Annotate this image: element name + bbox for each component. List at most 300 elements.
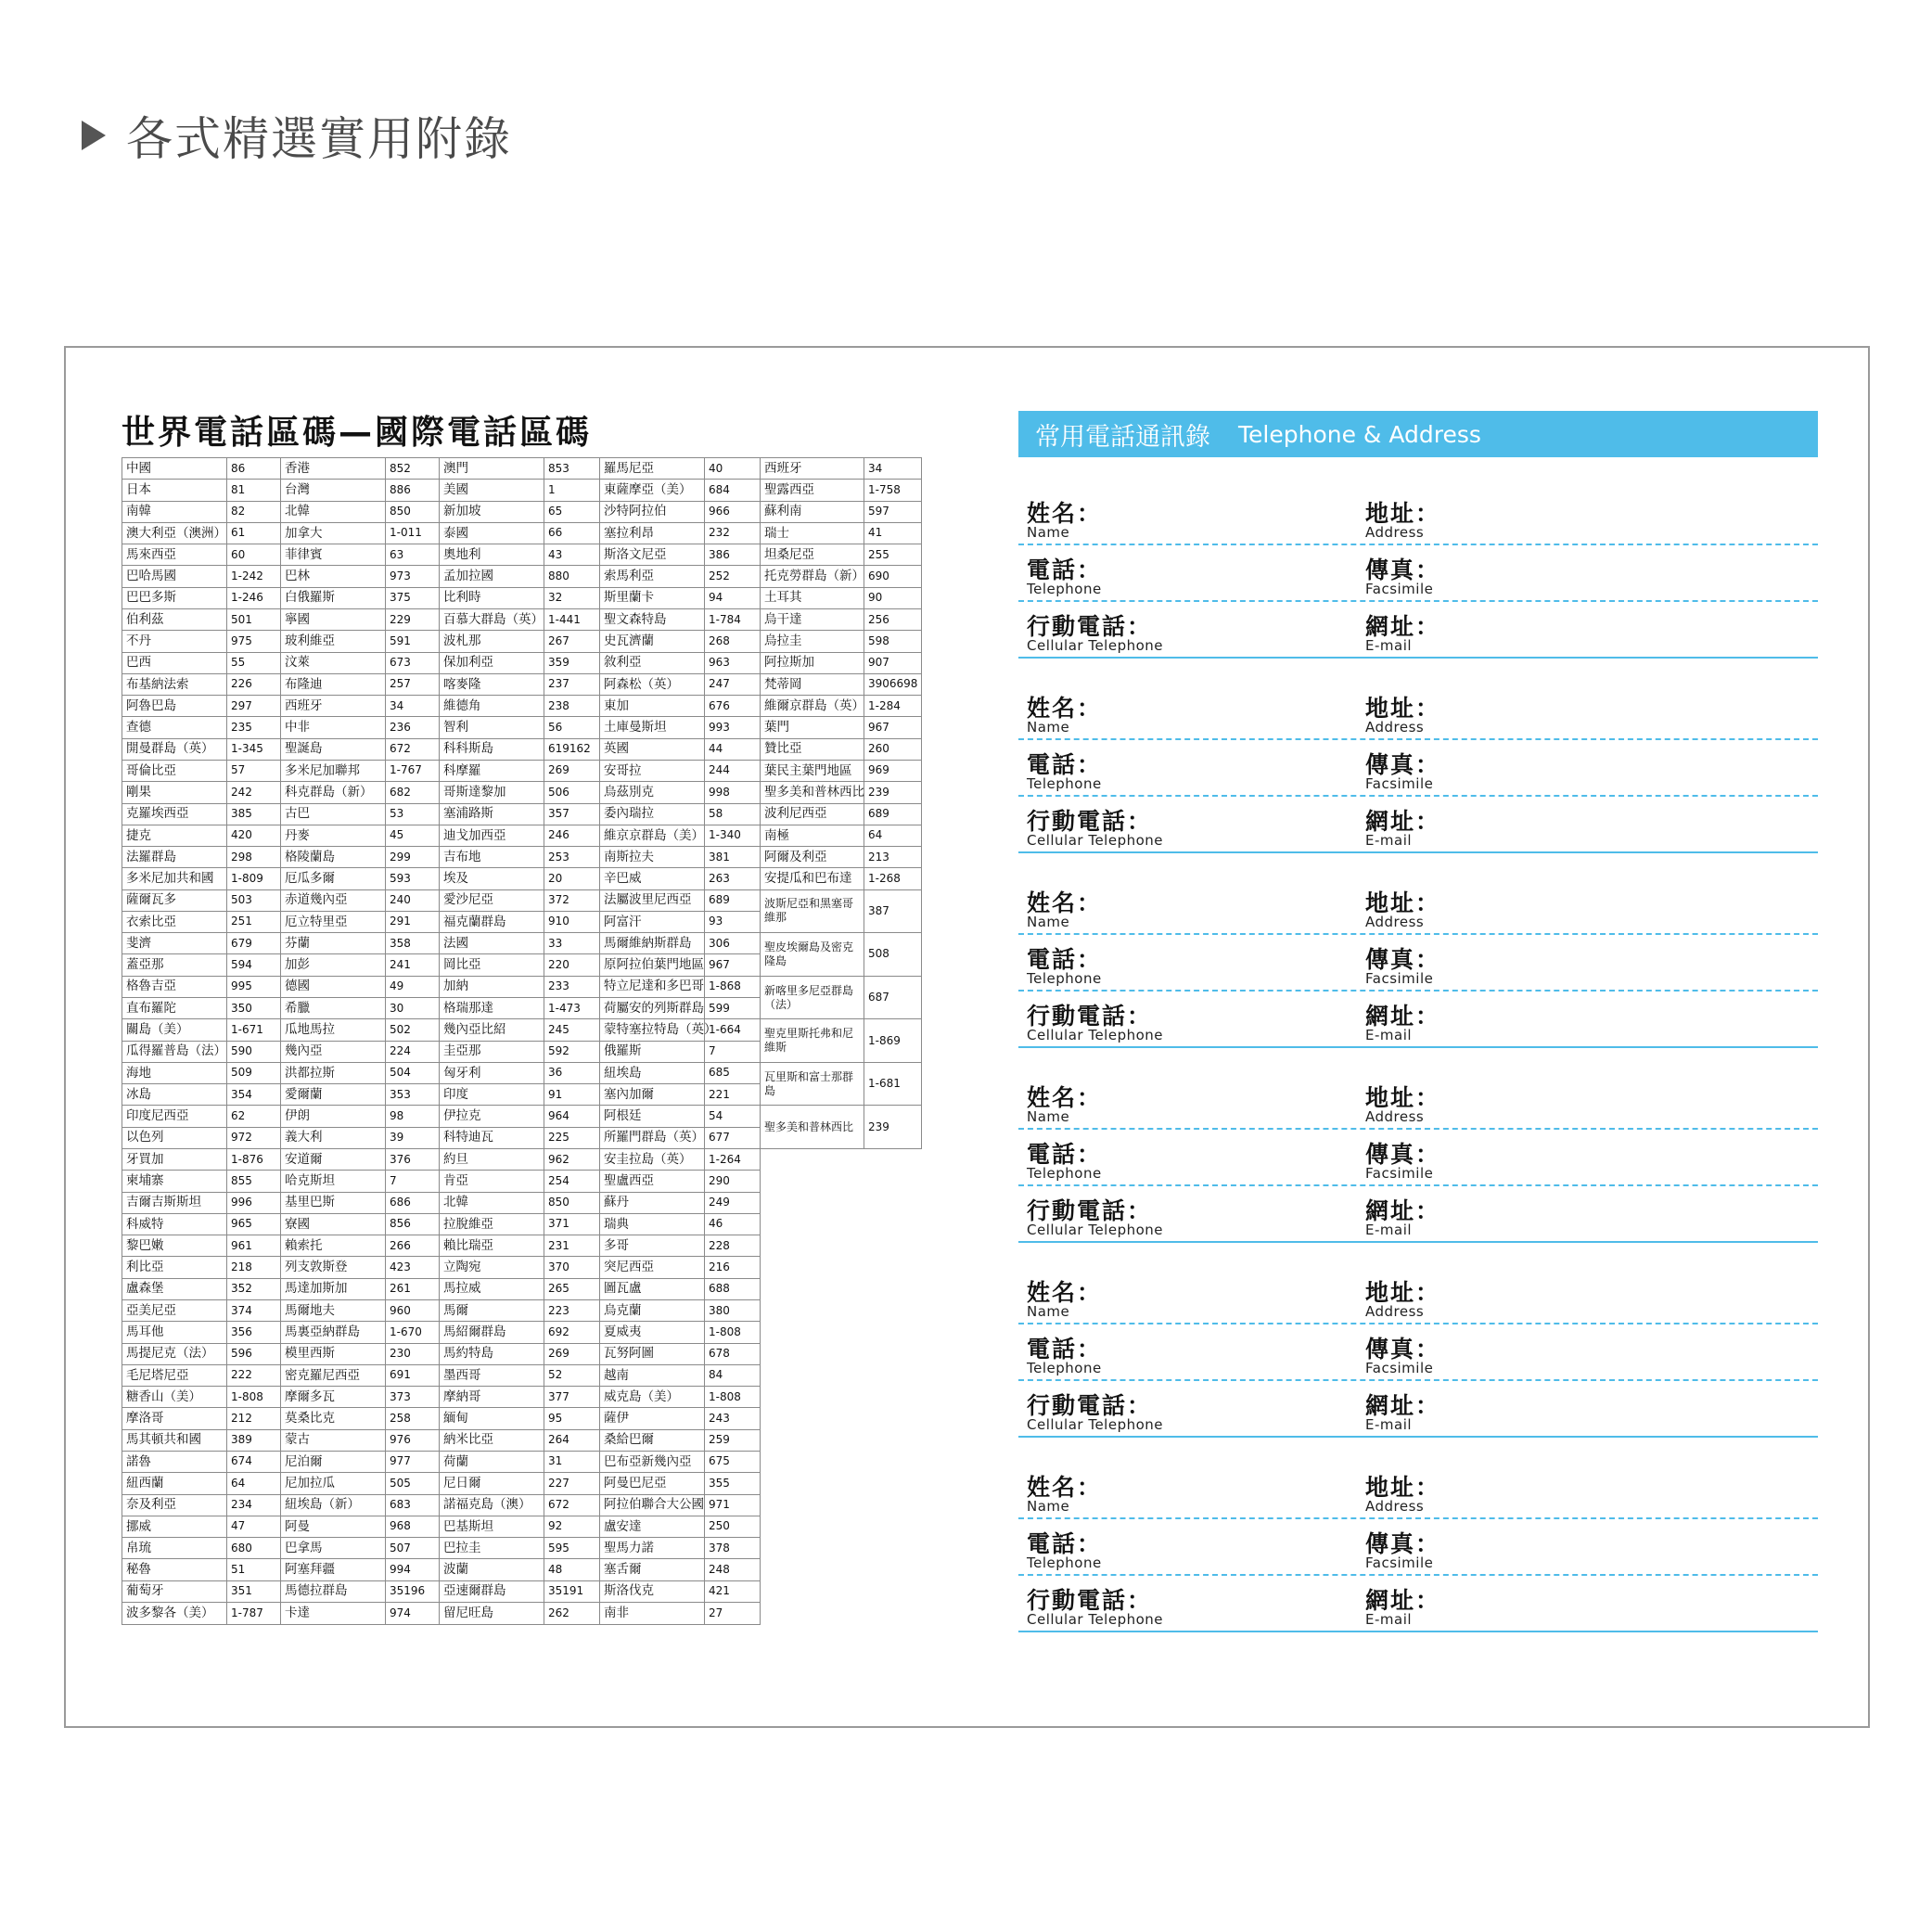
country-cell: 馬提尼克（法） xyxy=(122,1343,227,1364)
web-field[interactable] xyxy=(1357,1004,1440,1047)
address-field[interactable] xyxy=(1357,891,1440,934)
country-cell: 福克蘭群島 xyxy=(440,911,544,932)
country-cell: 迪戈加西亞 xyxy=(440,825,544,846)
dial-code-cell: 509 xyxy=(227,1062,281,1083)
country-cell: 伊朗 xyxy=(281,1106,386,1127)
dial-code-cell: 910 xyxy=(544,911,600,932)
country-cell: 厄立特里亞 xyxy=(281,911,386,932)
table-row xyxy=(122,673,922,695)
dial-code-cell: 65 xyxy=(544,501,600,522)
country-cell: 紐埃島 xyxy=(600,1062,705,1083)
country-cell: 馬約特島 xyxy=(440,1343,544,1364)
country-cell: 加納 xyxy=(440,976,544,997)
name-field[interactable] xyxy=(1018,1083,1357,1129)
dial-code-cell: 371 xyxy=(544,1213,600,1235)
dial-code-cell: 375 xyxy=(386,587,440,608)
country-cell: 黎巴嫩 xyxy=(122,1235,227,1257)
dial-code-cell: 262 xyxy=(544,1602,600,1624)
table-row xyxy=(122,825,922,846)
table-row xyxy=(122,1019,922,1041)
fax-label-zh: 傳真： xyxy=(1365,750,1441,778)
web-label-en: E-mail xyxy=(1365,831,1413,849)
phone-label-zh: 電話： xyxy=(1027,1140,1103,1168)
web-label-en: E-mail xyxy=(1365,1415,1413,1433)
country-cell: 直布羅陀 xyxy=(122,998,227,1019)
country-cell: 埃及 xyxy=(440,868,544,889)
country-cell: 希臘 xyxy=(281,998,386,1019)
country-cell: 關島（美） xyxy=(122,1019,227,1041)
dial-code-cell: 855 xyxy=(227,1171,281,1192)
country-cell: 巴基斯坦 xyxy=(440,1516,544,1537)
entry-line xyxy=(1018,992,1818,1048)
country-cell: 圖瓦盧 xyxy=(600,1278,705,1299)
country-cell: 阿拉伯聯合大公國 xyxy=(600,1494,705,1516)
dial-code-cell: 246 xyxy=(544,825,600,846)
phone-field[interactable] xyxy=(1018,945,1357,991)
country-cell: 科特迪瓦 xyxy=(440,1127,544,1148)
dial-code-cell: 994 xyxy=(386,1559,440,1580)
country-cell: 卡達 xyxy=(281,1602,386,1624)
country-cell: 納米比亞 xyxy=(440,1429,544,1451)
dial-code-cell: 1-681 xyxy=(864,1062,922,1106)
table-row xyxy=(122,566,922,587)
dial-code-cell: 221 xyxy=(705,1084,761,1106)
table-row xyxy=(122,889,922,911)
country-cell: 蘇利南 xyxy=(761,501,864,522)
dial-code-cell: 255 xyxy=(864,544,922,566)
dial-code-cell: 357 xyxy=(544,803,600,825)
phone-field[interactable] xyxy=(1018,750,1357,796)
name-field[interactable] xyxy=(1018,1473,1357,1518)
country-cell: 聖露西亞 xyxy=(761,480,864,501)
country-cell: 巴布亞新幾內亞 xyxy=(600,1451,705,1472)
dial-code-cell: 1-284 xyxy=(864,696,922,717)
dial-code-cell: 965 xyxy=(227,1213,281,1235)
table-row xyxy=(122,1538,922,1559)
country-cell: 梵蒂岡 xyxy=(761,673,864,695)
dial-code-cell: 355 xyxy=(705,1473,761,1494)
table-row xyxy=(122,1299,922,1321)
fax-label-zh: 傳真： xyxy=(1365,945,1441,973)
dial-code-cell: 239 xyxy=(864,782,922,803)
fax-field[interactable] xyxy=(1357,1140,1441,1185)
dial-code-cell: 687 xyxy=(864,976,922,1019)
country-cell: 立陶宛 xyxy=(440,1257,544,1278)
country-cell: 葉民主葉門地區 xyxy=(761,760,864,781)
dial-code-cell: 1-345 xyxy=(227,738,281,760)
dial-code-cell: 976 xyxy=(386,1429,440,1451)
country-cell: 泰國 xyxy=(440,522,544,544)
address-entry xyxy=(1018,684,1818,878)
dial-code-cell: 353 xyxy=(386,1084,440,1106)
country-cell: 格陵蘭島 xyxy=(281,847,386,868)
country-cell: 愛沙尼亞 xyxy=(440,889,544,911)
country-cell: 特立尼達和多巴哥 xyxy=(600,976,705,997)
dial-code-cell: 27 xyxy=(705,1602,761,1624)
country-cell: 敘利亞 xyxy=(600,652,705,673)
dial-code-cell: 256 xyxy=(864,608,922,630)
web-label-zh: 網址： xyxy=(1365,1391,1441,1419)
address-field[interactable] xyxy=(1357,1278,1441,1324)
dial-code-cell: 64 xyxy=(864,825,922,846)
dial-code-cell: 264 xyxy=(544,1429,600,1451)
mobile-field[interactable] xyxy=(1018,1586,1357,1631)
country-cell: 馬紹爾群島 xyxy=(440,1322,544,1343)
country-cell: 瑞典 xyxy=(600,1213,705,1235)
country-cell: 委內瑞拉 xyxy=(600,803,705,825)
dial-code-cell: 20 xyxy=(544,868,600,889)
dial-code-cell: 263 xyxy=(705,868,761,889)
web-label-zh: 網址： xyxy=(1365,1196,1441,1224)
table-row xyxy=(122,1516,922,1537)
table-row xyxy=(122,1364,922,1386)
country-cell: 維德角 xyxy=(440,696,544,717)
country-cell: 維爾京群島（英） xyxy=(761,696,864,717)
mobile-field[interactable] xyxy=(1018,1004,1357,1047)
dial-code-cell: 502 xyxy=(386,1019,440,1041)
phone-field[interactable] xyxy=(1018,1529,1357,1575)
country-cell: 丹麥 xyxy=(281,825,386,846)
country-cell: 吉爾吉斯斯坦 xyxy=(122,1192,227,1213)
dial-code-cell: 508 xyxy=(864,933,922,977)
country-cell: 利比亞 xyxy=(122,1257,227,1278)
table-row xyxy=(122,1278,922,1299)
dial-code-cell: 299 xyxy=(386,847,440,868)
dial-code-cell: 387 xyxy=(864,889,922,933)
country-cell: 越南 xyxy=(600,1364,705,1386)
phone-label-en: Telephone xyxy=(1027,1554,1102,1571)
country-cell: 多哥 xyxy=(600,1235,705,1257)
country-cell: 阿魯巴島 xyxy=(122,696,227,717)
country-cell: 史瓦濟蘭 xyxy=(600,631,705,652)
fax-field[interactable] xyxy=(1357,1529,1441,1575)
dial-code-cell: 684 xyxy=(705,480,761,501)
dial-code-cell: 507 xyxy=(386,1538,440,1559)
table-row xyxy=(122,1149,922,1171)
web-field[interactable] xyxy=(1357,612,1441,658)
dial-code-cell: 692 xyxy=(544,1322,600,1343)
web-field[interactable] xyxy=(1357,1196,1441,1242)
country-cell: 查德 xyxy=(122,717,227,738)
dial-code-cell: 63 xyxy=(386,544,440,566)
table-row xyxy=(122,1494,922,1516)
table-row xyxy=(122,1602,922,1624)
dial-code-cell: 225 xyxy=(544,1127,600,1148)
country-cell: 馬裏亞納群島 xyxy=(281,1322,386,1343)
country-cell: 毛尼塔尼亞 xyxy=(122,1364,227,1386)
dial-code-cell: 968 xyxy=(386,1516,440,1537)
dial-code-cell: 39 xyxy=(386,1127,440,1148)
dial-code-cell: 996 xyxy=(227,1192,281,1213)
name-field[interactable] xyxy=(1018,891,1357,934)
mobile-field[interactable] xyxy=(1018,612,1357,658)
country-cell: 薩爾瓦多 xyxy=(122,889,227,911)
phone-label-en: Telephone xyxy=(1027,1359,1102,1376)
country-cell: 波札那 xyxy=(440,631,544,652)
country-cell: 奈及利亞 xyxy=(122,1494,227,1516)
dial-code-cell: 40 xyxy=(705,458,761,480)
fax-field[interactable] xyxy=(1357,558,1440,601)
dial-code-cell: 359 xyxy=(544,652,600,673)
country-cell: 法國 xyxy=(440,933,544,954)
fax-field[interactable] xyxy=(1357,750,1441,796)
dial-code-cell: 995 xyxy=(227,976,281,997)
phone-field[interactable] xyxy=(1018,1337,1357,1380)
dial-code-cell: 260 xyxy=(864,738,922,760)
name-field[interactable] xyxy=(1018,499,1357,544)
dial-code-cell: 690 xyxy=(864,566,922,587)
country-cell: 贊比亞 xyxy=(761,738,864,760)
country-cell: 台灣 xyxy=(281,480,386,501)
country-cell: 南韓 xyxy=(122,501,227,522)
country-cell: 阿曼巴尼亞 xyxy=(600,1473,705,1494)
dial-code-cell: 1 xyxy=(544,480,600,501)
dial-code-cell: 34 xyxy=(864,458,922,480)
dial-code-cell: 265 xyxy=(544,1278,600,1299)
country-cell: 新喀里多尼亞群島（法） xyxy=(761,976,864,1019)
table-row xyxy=(122,717,922,738)
table-row xyxy=(122,760,922,781)
country-cell: 盧森堡 xyxy=(122,1278,227,1299)
country-cell: 所羅門群島（英） xyxy=(600,1127,705,1148)
dial-code-cell: 1-784 xyxy=(705,608,761,630)
dial-code-cell: 298 xyxy=(227,847,281,868)
country-cell: 巴林 xyxy=(281,566,386,587)
country-cell: 烏干達 xyxy=(761,608,864,630)
empty-cell xyxy=(761,1213,922,1235)
country-cell: 原阿拉伯葉門地區 xyxy=(600,954,705,976)
dial-code-cell: 227 xyxy=(544,1473,600,1494)
country-cell: 羅馬尼亞 xyxy=(600,458,705,480)
country-cell: 孟加拉國 xyxy=(440,566,544,587)
fax-field[interactable] xyxy=(1357,945,1441,991)
table-row xyxy=(122,1106,922,1127)
dial-code-cell: 35196 xyxy=(386,1580,440,1602)
web-field[interactable] xyxy=(1357,1391,1441,1437)
country-cell: 玻利維亞 xyxy=(281,631,386,652)
dial-code-cell: 590 xyxy=(227,1041,281,1062)
country-cell: 布隆迪 xyxy=(281,673,386,695)
dial-code-cell: 58 xyxy=(705,803,761,825)
phone-field[interactable] xyxy=(1018,558,1357,601)
phone-label-zh: 電話： xyxy=(1027,750,1103,778)
address-field[interactable] xyxy=(1357,694,1441,739)
dial-code-cell: 619162 xyxy=(544,738,600,760)
country-cell: 塞內加爾 xyxy=(600,1084,705,1106)
name-label-zh: 姓名： xyxy=(1027,499,1103,527)
address-label-en: Address xyxy=(1365,1497,1425,1515)
table-row xyxy=(122,1322,922,1343)
country-cell: 緬甸 xyxy=(440,1408,544,1429)
codes-table xyxy=(122,457,922,1625)
country-cell: 威克島（美） xyxy=(600,1387,705,1408)
country-cell: 紐西蘭 xyxy=(122,1473,227,1494)
name-field[interactable] xyxy=(1018,1278,1357,1324)
empty-cell xyxy=(761,1343,922,1364)
dial-code-cell: 269 xyxy=(544,1343,600,1364)
fax-label-zh: 傳真： xyxy=(1365,556,1441,583)
country-cell: 莫桑比克 xyxy=(281,1408,386,1429)
country-cell: 聖馬力諾 xyxy=(600,1538,705,1559)
country-cell: 瑞士 xyxy=(761,522,864,544)
address-label-zh: 地址： xyxy=(1365,1473,1441,1501)
dial-code-cell: 46 xyxy=(705,1213,761,1235)
fax-label-en: Facsimile xyxy=(1365,580,1434,597)
addressbook-title-en: Telephone & Address xyxy=(1238,420,1481,448)
dial-code-cell: 229 xyxy=(386,608,440,630)
dial-code-cell: 674 xyxy=(227,1451,281,1472)
entry-line xyxy=(1018,1073,1818,1130)
dial-code-cell: 212 xyxy=(227,1408,281,1429)
country-cell: 柬埔寨 xyxy=(122,1171,227,1192)
country-cell: 尼加拉瓜 xyxy=(281,1473,386,1494)
table-row xyxy=(122,976,922,997)
dial-code-cell: 3906698 xyxy=(864,673,922,695)
country-cell: 比利時 xyxy=(440,587,544,608)
address-entry xyxy=(1018,878,1818,1073)
country-cell: 馬拉威 xyxy=(440,1278,544,1299)
dial-code-cell: 252 xyxy=(705,566,761,587)
addressbook-title-zh: 常用電話通訊錄 xyxy=(1035,422,1210,452)
web-field[interactable] xyxy=(1357,807,1441,852)
dial-code-cell: 1-246 xyxy=(227,587,281,608)
country-cell: 馬爾地夫 xyxy=(281,1299,386,1321)
dial-code-cell: 506 xyxy=(544,782,600,803)
country-cell: 斯里蘭卡 xyxy=(600,587,705,608)
fax-field[interactable] xyxy=(1357,1337,1440,1380)
country-cell: 桑給巴爾 xyxy=(600,1429,705,1451)
dial-code-cell: 850 xyxy=(544,1192,600,1213)
country-cell: 辛巴威 xyxy=(600,868,705,889)
phone-field[interactable] xyxy=(1018,1140,1357,1185)
dial-code-cell: 420 xyxy=(227,825,281,846)
mobile-label-en: Cellular Telephone xyxy=(1027,1610,1164,1628)
entry-line xyxy=(1018,1130,1818,1186)
dial-code-cell: 974 xyxy=(386,1602,440,1624)
mobile-label-zh: 行動電話： xyxy=(1027,1196,1153,1224)
empty-cell xyxy=(761,1278,922,1299)
dial-code-cell: 969 xyxy=(864,760,922,781)
mobile-field[interactable] xyxy=(1018,1196,1357,1242)
table-row xyxy=(122,1213,922,1235)
dial-code-cell: 248 xyxy=(705,1559,761,1580)
country-cell: 奧地利 xyxy=(440,544,544,566)
country-cell: 寮國 xyxy=(281,1213,386,1235)
country-cell: 安圭拉島（英） xyxy=(600,1149,705,1171)
mobile-field[interactable] xyxy=(1018,1391,1357,1437)
country-cell: 土庫曼斯坦 xyxy=(600,717,705,738)
dial-code-cell: 961 xyxy=(227,1235,281,1257)
name-field[interactable] xyxy=(1018,694,1357,739)
dial-code-cell: 356 xyxy=(227,1322,281,1343)
country-cell: 蓋亞那 xyxy=(122,954,227,976)
entry-line xyxy=(1018,1463,1818,1519)
country-cell: 賴比瑞亞 xyxy=(440,1235,544,1257)
country-cell: 巴拿馬 xyxy=(281,1538,386,1559)
country-cell: 塞浦路斯 xyxy=(440,803,544,825)
mobile-field[interactable] xyxy=(1018,807,1357,852)
country-cell: 捷克 xyxy=(122,825,227,846)
entry-line xyxy=(1018,740,1818,797)
fax-label-en: Facsimile xyxy=(1365,969,1434,987)
country-cell: 安提瓜和巴布達 xyxy=(761,868,864,889)
country-cell: 托克勞群島（新） xyxy=(761,566,864,587)
dial-code-cell: 269 xyxy=(544,760,600,781)
country-cell: 格瑞那達 xyxy=(440,998,544,1019)
dial-code-cell: 239 xyxy=(864,1106,922,1149)
country-cell: 智利 xyxy=(440,717,544,738)
dial-code-cell: 678 xyxy=(705,1343,761,1364)
country-cell: 荷屬安的列斯群島 xyxy=(600,998,705,1019)
address-label-zh: 地址： xyxy=(1365,889,1441,916)
country-cell: 印度 xyxy=(440,1084,544,1106)
country-cell: 聖誕島 xyxy=(281,738,386,760)
codes-title: 世界電話區碼—國際電話區碼 xyxy=(122,414,593,452)
table-row xyxy=(122,933,922,954)
country-cell: 印度尼西亞 xyxy=(122,1106,227,1127)
mobile-label-zh: 行動電話： xyxy=(1027,612,1153,640)
phone-label-zh: 電話： xyxy=(1027,1335,1103,1363)
country-cell: 法屬波里尼西亞 xyxy=(600,889,705,911)
country-cell: 列支敦斯登 xyxy=(281,1257,386,1278)
address-entry xyxy=(1018,1268,1818,1463)
empty-cell xyxy=(761,1408,922,1429)
dial-code-cell: 236 xyxy=(386,717,440,738)
dial-code-cell: 1-808 xyxy=(705,1387,761,1408)
addressbook-header xyxy=(1018,411,1818,457)
table-row xyxy=(122,587,922,608)
dial-code-cell: 389 xyxy=(227,1429,281,1451)
address-field[interactable] xyxy=(1357,1473,1441,1518)
dial-code-cell: 1-869 xyxy=(864,1019,922,1063)
mobile-label-en: Cellular Telephone xyxy=(1027,1221,1164,1238)
web-field[interactable] xyxy=(1357,1586,1441,1631)
mobile-label-en: Cellular Telephone xyxy=(1027,1026,1164,1043)
dial-code-cell: 240 xyxy=(386,889,440,911)
dial-code-cell: 594 xyxy=(227,954,281,976)
country-cell: 美國 xyxy=(440,480,544,501)
fax-label-en: Facsimile xyxy=(1365,1164,1434,1182)
country-cell: 幾內亞 xyxy=(281,1041,386,1062)
country-cell: 西班牙 xyxy=(761,458,864,480)
address-entry xyxy=(1018,489,1818,684)
country-cell: 馬達加斯加 xyxy=(281,1278,386,1299)
country-cell: 聖多美和普林西比 xyxy=(761,1106,864,1149)
dial-code-cell: 682 xyxy=(386,782,440,803)
table-row xyxy=(122,1559,922,1580)
table-row xyxy=(122,458,922,480)
country-cell: 馬爾 xyxy=(440,1299,544,1321)
country-cell: 索馬利亞 xyxy=(600,566,705,587)
address-field[interactable] xyxy=(1357,499,1441,544)
dial-code-cell: 1-242 xyxy=(227,566,281,587)
address-field[interactable] xyxy=(1357,1083,1441,1129)
entry-line xyxy=(1018,489,1818,545)
country-cell: 芬蘭 xyxy=(281,933,386,954)
table-row xyxy=(122,803,922,825)
name-label-en: Name xyxy=(1027,1302,1070,1320)
table-row xyxy=(122,501,922,522)
dial-code-cell: 1-264 xyxy=(705,1149,761,1171)
dial-code-cell: 591 xyxy=(386,631,440,652)
dial-code-cell: 213 xyxy=(864,847,922,868)
dial-code-cell: 385 xyxy=(227,803,281,825)
country-cell: 挪威 xyxy=(122,1516,227,1537)
dial-code-cell: 220 xyxy=(544,954,600,976)
country-cell: 亞速爾群島 xyxy=(440,1580,544,1602)
country-cell: 基里巴斯 xyxy=(281,1192,386,1213)
country-cell: 拉脫維亞 xyxy=(440,1213,544,1235)
